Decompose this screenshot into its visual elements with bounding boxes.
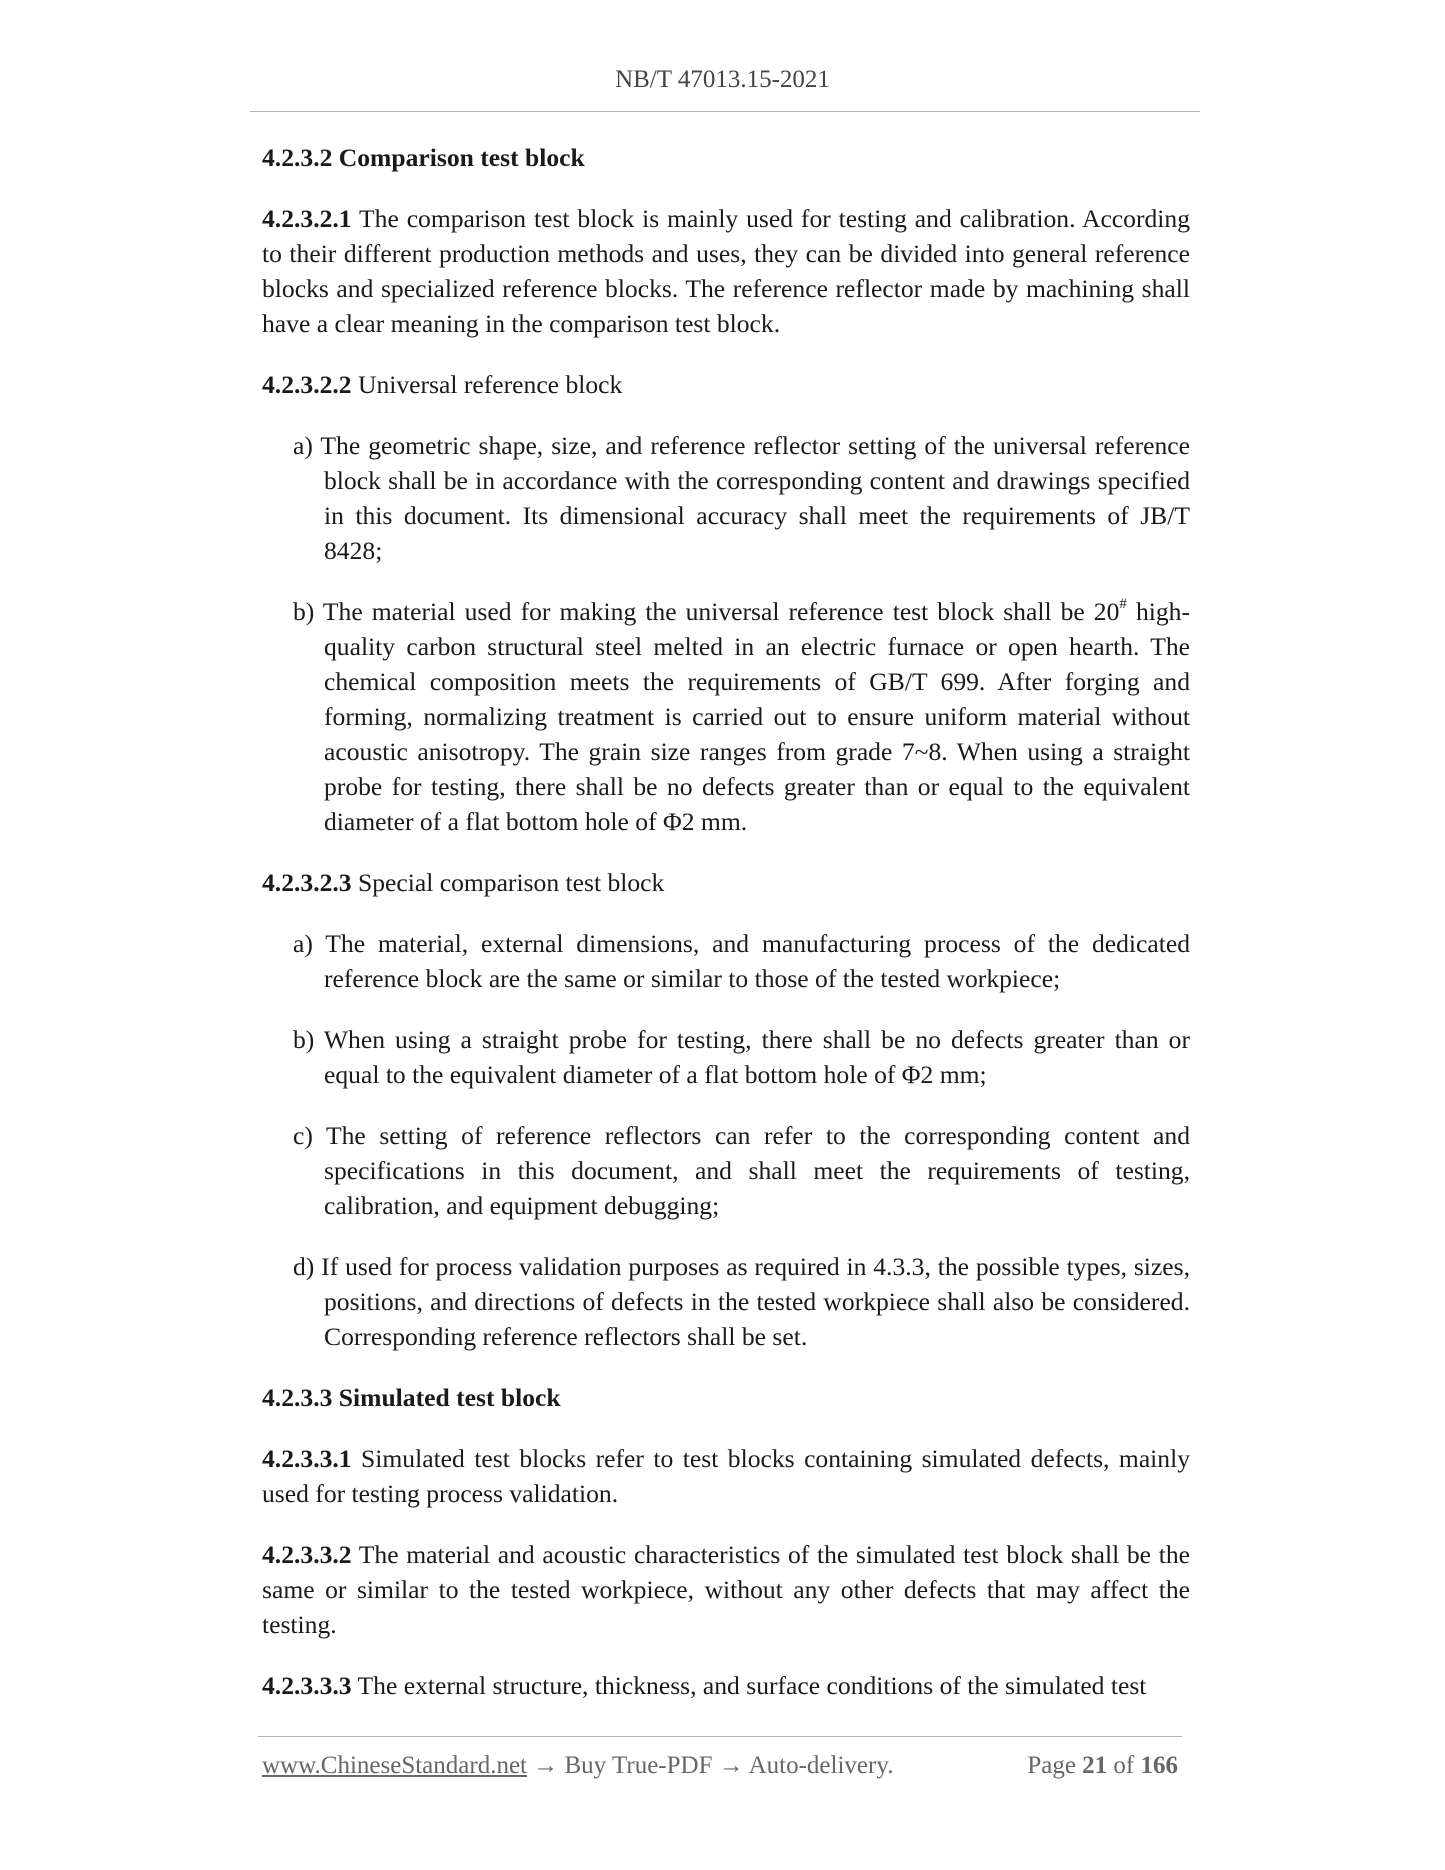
of-label: of bbox=[1107, 1752, 1141, 1779]
clause-text: Special comparison test block bbox=[351, 868, 665, 897]
clause-number: 4.2.3.3.2 bbox=[262, 1540, 352, 1569]
clause-number: 4.2.3.3.3 bbox=[262, 1671, 352, 1700]
document-code: NB/T 47013.15-2021 bbox=[615, 66, 830, 93]
header-divider bbox=[250, 111, 1200, 112]
footer-promo-text: → Buy True-PDF → Auto-delivery. bbox=[527, 1752, 894, 1779]
current-page-number: 21 bbox=[1082, 1752, 1108, 1779]
clause-number: 4.2.3.2.3 bbox=[262, 868, 352, 897]
list-item-text: b) The material used for making the universal reference test block shall be 20 bbox=[293, 597, 1120, 626]
clause-4-2-3-3-1 bbox=[262, 1441, 1190, 1511]
clause-text: Universal reference block bbox=[351, 370, 623, 399]
list-item-text: high-quality carbon structural steel melted in an electric furnace or open hearth. The chemical composition meets the requirements of GB/T 699. After forging and forming, normalizing treatment is carried out to ensure uniform material without acoustic anisotropy. The grain size ranges from grade 7~8. When using a straight probe for testing, there shall be no defects greater than or equal to the equivalent diameter of a flat bottom hole of Φ2 mm. bbox=[324, 597, 1190, 836]
total-pages-number: 166 bbox=[1140, 1752, 1178, 1779]
clause-number: 4.2.3.2.2 bbox=[262, 370, 352, 399]
clause-4-2-3-2-1 bbox=[262, 201, 1190, 341]
superscript-mark: # bbox=[1119, 596, 1127, 613]
page-indicator bbox=[1027, 1752, 1178, 1780]
list-item-a: a) The material, external dimensions, and manufacturing process of the dedicated reference block are the same or similar to those of the tested workpiece; bbox=[293, 929, 1190, 993]
list-item-c: c) The setting of reference reflectors can refer to the corresponding content and specifications in this document, and shall meet the requirements of testing, calibration, and equipment debugging; bbox=[293, 1121, 1190, 1220]
website-link[interactable]: www.ChineseStandard.net bbox=[262, 1752, 527, 1779]
clause-4-2-3-2-2 bbox=[262, 367, 1190, 402]
clause-text: The external structure, thickness, and surface conditions of the simulated test bbox=[351, 1671, 1147, 1700]
clause-number: 4.2.3.3.1 bbox=[262, 1444, 352, 1473]
clause-4-2-3-3-2 bbox=[262, 1537, 1190, 1642]
clause-4-2-3-2-3 bbox=[262, 865, 1190, 900]
page-label: Page bbox=[1027, 1752, 1083, 1779]
clause-text: The comparison test block is mainly used for testing and calibration. According to their different production methods and uses, they can be divided into general reference blocks and specialized reference blocks. The reference reflector made by machining shall have a clear meaning in the comparison test block. bbox=[262, 204, 1190, 338]
page-footer bbox=[262, 1752, 1178, 1780]
footer-divider bbox=[258, 1736, 1182, 1737]
clause-number: 4.2.3.2.1 bbox=[262, 204, 352, 233]
list-item-a: a) The geometric shape, size, and reference reflector setting of the universal reference block shall be in accordance with the corresponding content and drawings specified in this document. Its dimensional accuracy shall meet the requirements of JB/T 8428; bbox=[293, 431, 1190, 565]
section-heading-4-2-3-3: 4.2.3.3 Simulated test block bbox=[262, 1383, 561, 1412]
page-content bbox=[262, 140, 1190, 1729]
clause-text: The material and acoustic characteristics of the simulated test block shall be the same or similar to the tested workpiece, without any other defects that may affect the testing. bbox=[262, 1540, 1190, 1639]
list-item-b: b) When using a straight probe for testing, there shall be no defects greater than or equal to the equivalent diameter of a flat bottom hole of Φ2 mm; bbox=[293, 1025, 1190, 1089]
clause-4-2-3-3-3 bbox=[262, 1668, 1190, 1703]
list-item-d: d) If used for process validation purposes as required in 4.3.3, the possible types, sizes, positions, and directions of defects in the tested workpiece shall also be considered. Corresponding reference reflectors shall be set. bbox=[293, 1252, 1190, 1351]
clause-text: Simulated test blocks refer to test blocks containing simulated defects, mainly used for testing process validation. bbox=[262, 1444, 1190, 1508]
section-heading-4-2-3-2: 4.2.3.2 Comparison test block bbox=[262, 143, 585, 172]
footer-promo bbox=[262, 1752, 893, 1780]
list-item-b bbox=[293, 594, 1190, 839]
